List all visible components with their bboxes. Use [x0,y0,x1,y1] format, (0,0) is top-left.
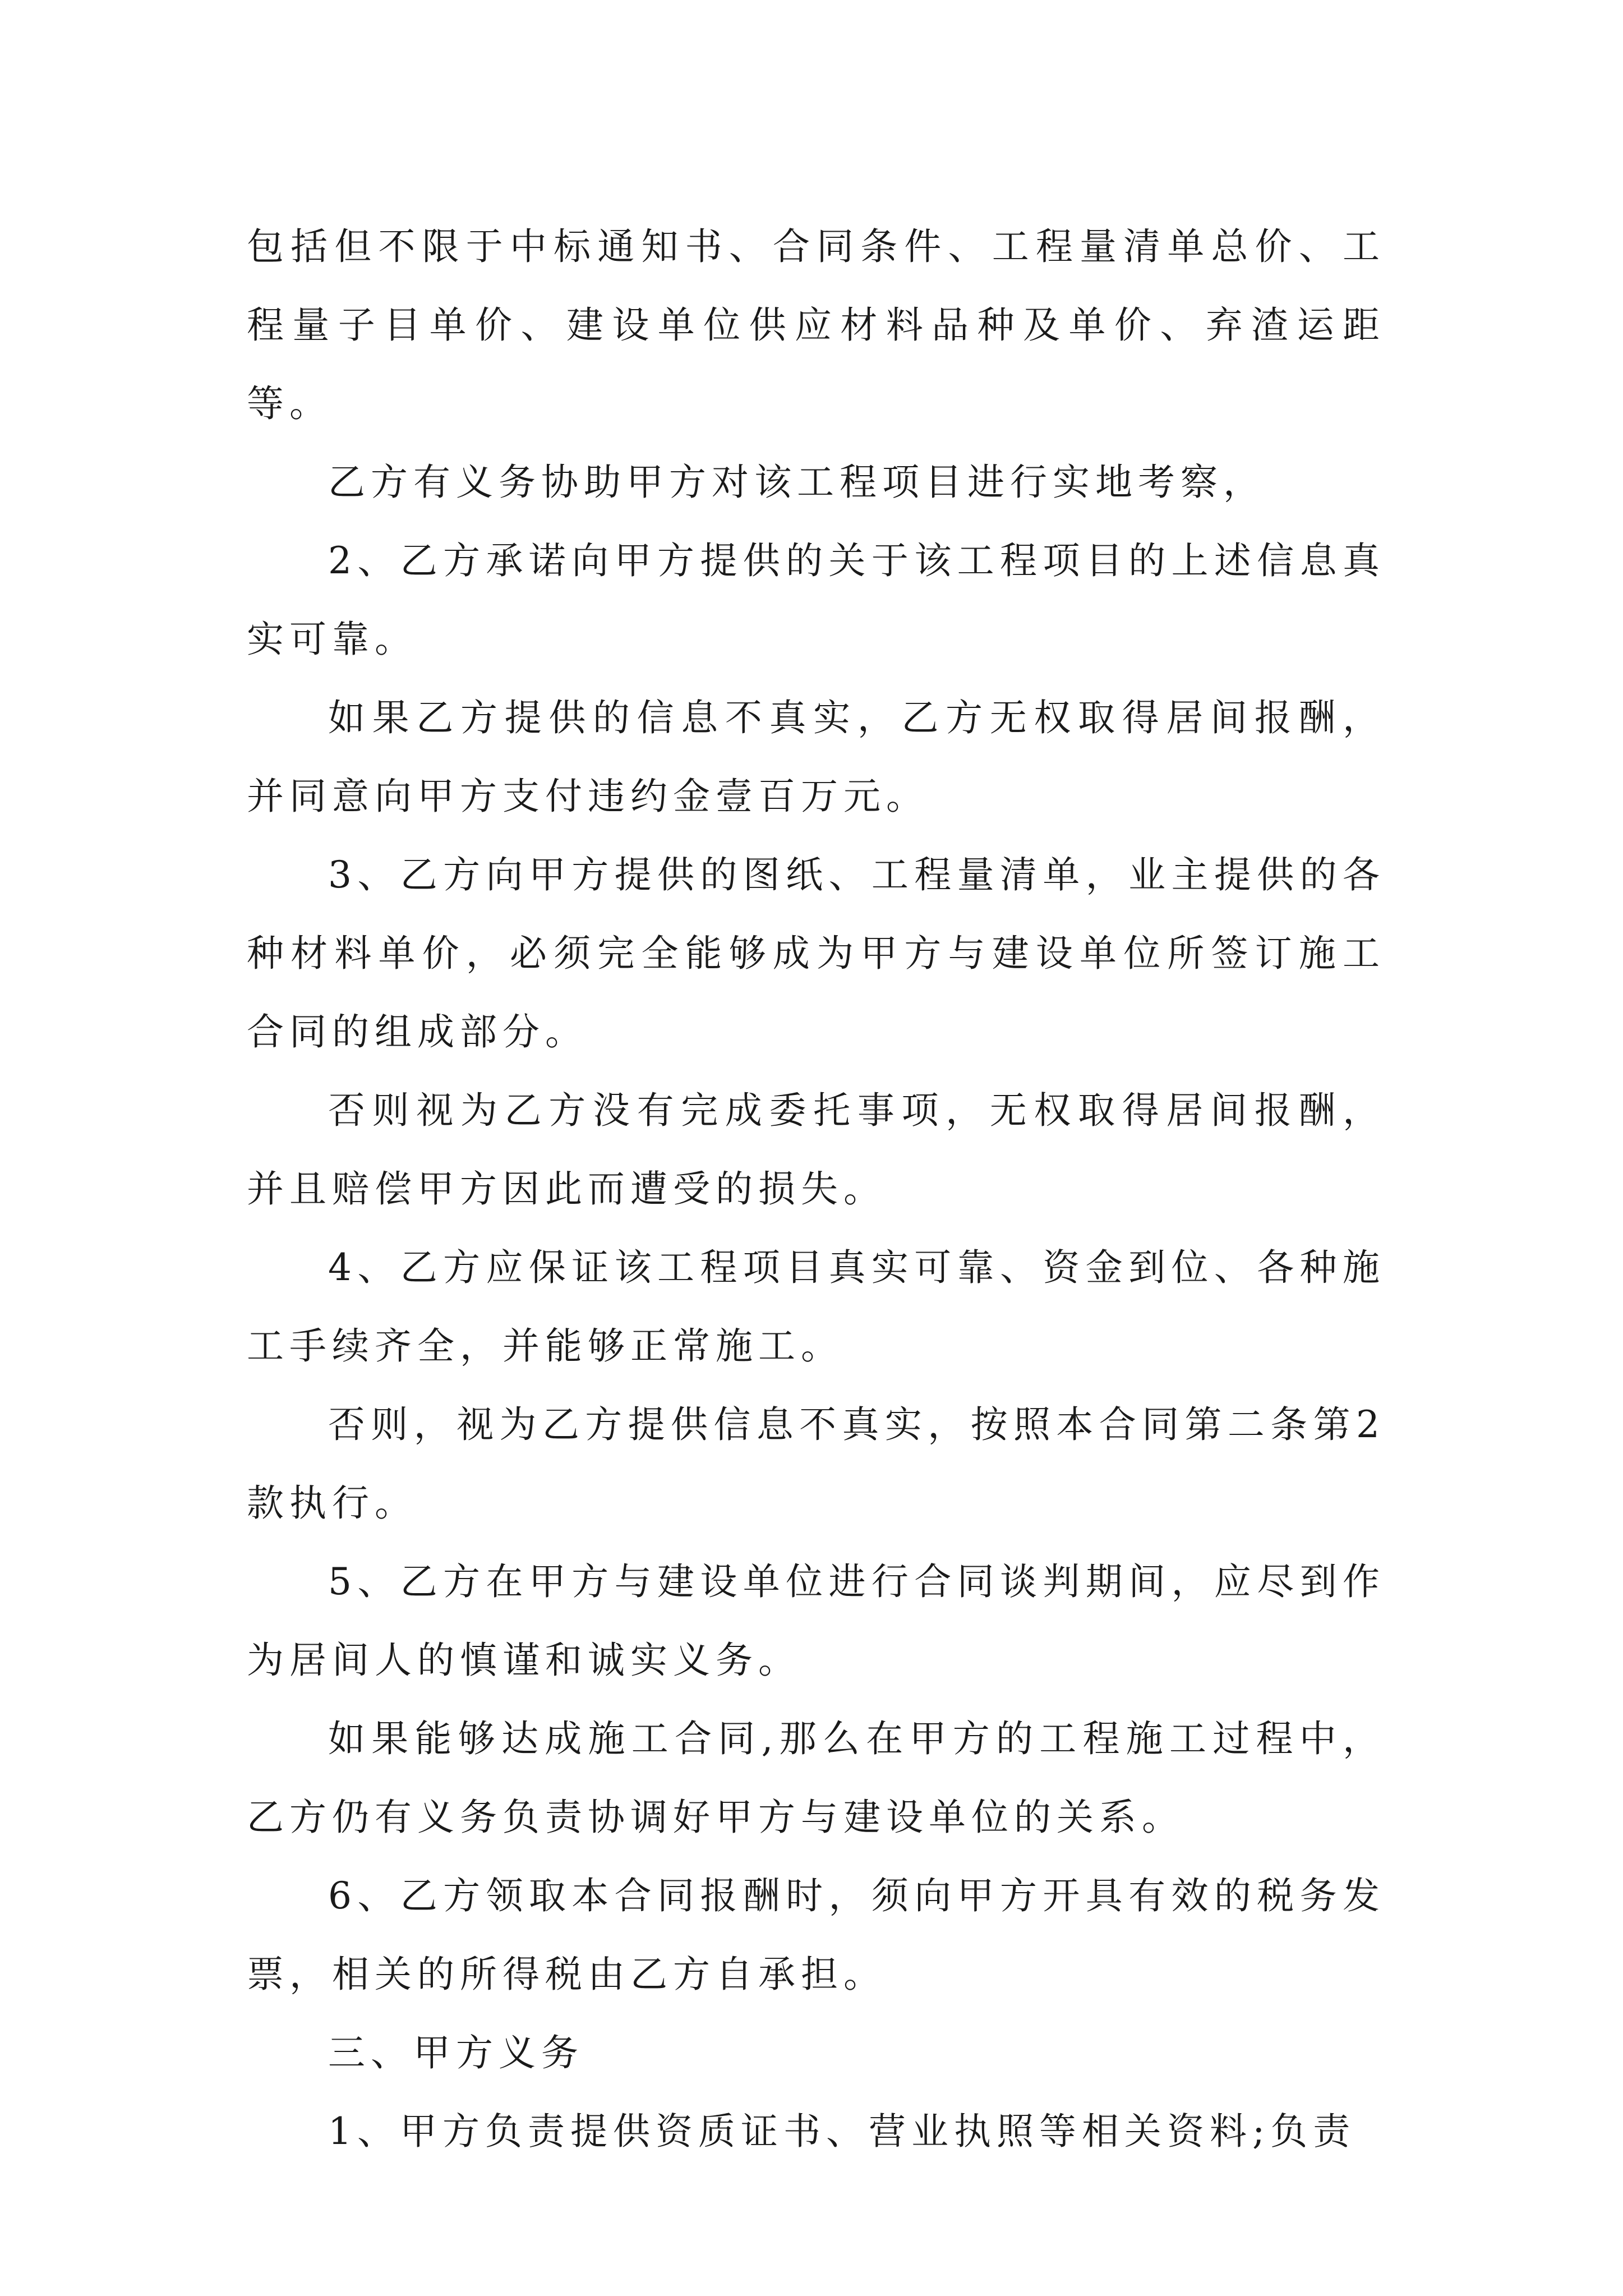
section-heading: 三、甲方义务 [328,2031,584,2074]
paragraph: 如果能够达成施工合同,那么在甲方的工程施工过程中，乙方仍有义务负责协调好甲方与建设单位的关系。 [247,1717,1385,1839]
paragraph: 如果乙方提供的信息不真实，乙方无权取得居间报酬，并同意向甲方支付违约金壹百万元。 [247,696,1385,818]
paragraph: 4、乙方应保证该工程项目真实可靠、资金到位、各种施工手续齐全，并能够正常施工。 [247,1246,1385,1368]
paragraph: 包括但不限于中标通知书、合同条件、工程量清单总价、工程量子目单价、建设单位供应材料品种及单价、弃渣运距等。 [247,225,1385,425]
paragraph: 1、甲方负责提供资质证书、营业执照等相关资料;负责 [328,2110,1356,2153]
paragraph: 否则视为乙方没有完成委托事项，无权取得居间报酬，并且赔偿甲方因此而遭受的损失。 [247,1089,1385,1211]
document-body [247,208,1385,2171]
paragraph: 乙方有义务协助甲方对该工程项目进行实地考察， [328,461,1266,504]
paragraph: 否则，视为乙方提供信息不真实，按照本合同第二条第2款执行。 [247,1403,1385,1525]
paragraph: 2、乙方承诺向甲方提供的关于该工程项目的上述信息真实可靠。 [247,539,1385,661]
paragraph: 5、乙方在甲方与建设单位进行合同谈判期间，应尽到作为居间人的慎谨和诚实义务。 [247,1560,1385,1682]
paragraph: 6、乙方领取本合同报酬时，须向甲方开具有效的税务发票，相关的所得税由乙方自承担。 [247,1874,1385,1996]
paragraph: 3、乙方向甲方提供的图纸、工程量清单，业主提供的各种材料单价，必须完全能够成为甲方与建设单位所签订施工合同的组成部分。 [247,853,1385,1053]
